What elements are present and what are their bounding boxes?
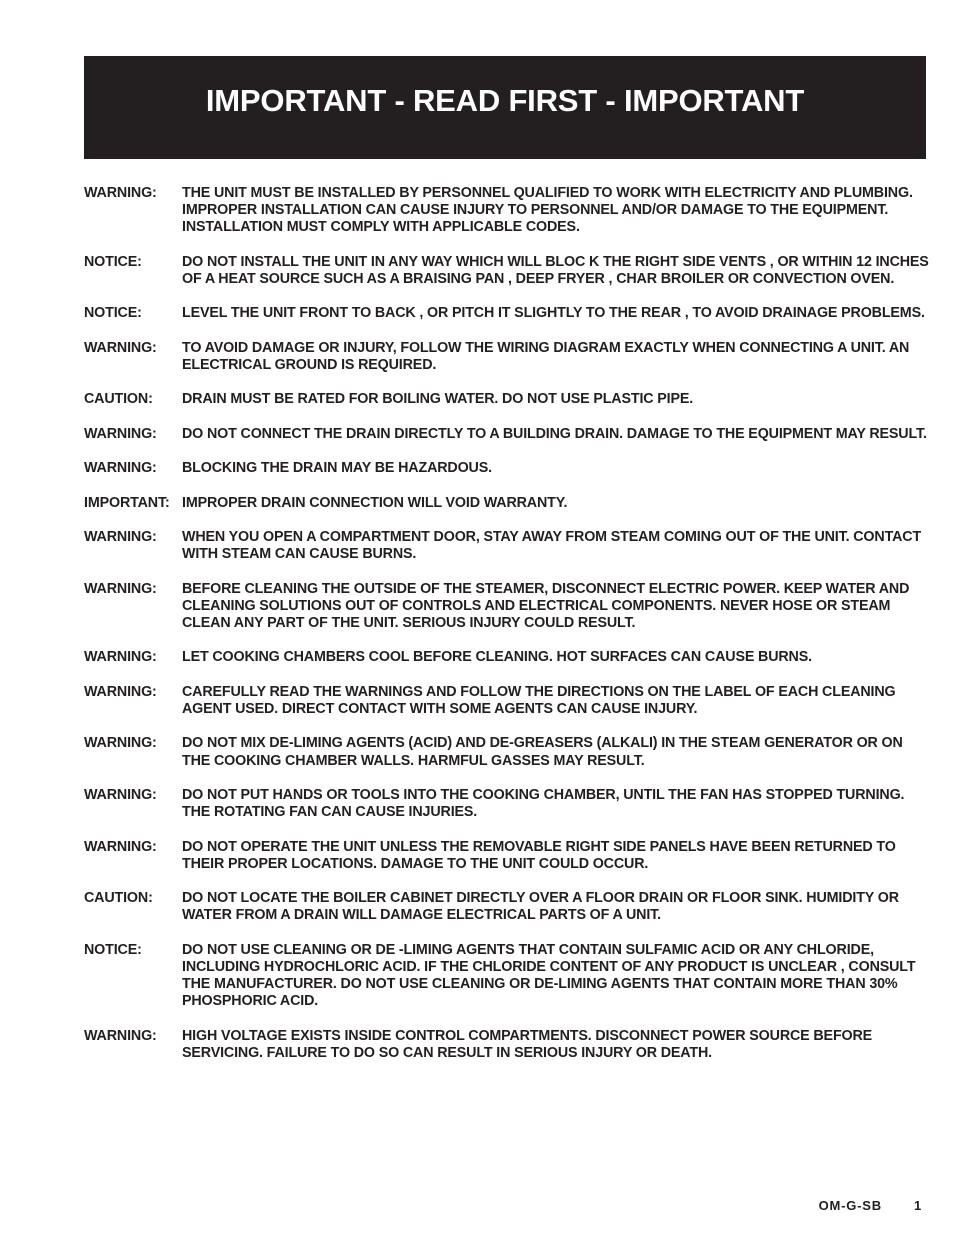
notice-item [84, 787, 932, 821]
notice-item [84, 529, 932, 563]
notice-text: DO NOT CONNECT THE DRAIN DIRECTLY TO A BUILDING DRAIN. DAMAGE TO THE EQUIPMENT MAY RESULT. [182, 425, 927, 442]
notice-item [84, 305, 932, 322]
notice-text: DRAIN MUST BE RATED FOR BOILING WATER. DO NOT USE PLASTIC PIPE. [182, 391, 694, 408]
notice-label: WARNING: [84, 580, 157, 597]
notice-item [84, 942, 932, 1011]
notice-label: NOTICE: [84, 253, 142, 270]
notice-text: DO NOT INSTALL THE UNIT IN ANY WAY WHICH WILL BLOC K THE RIGHT SIDE VENTS , OR WITHIN 12 INCHES OF A HEAT SOURCE SUCH AS A BRAISING PAN , DEEP FRYER , CHAR BROILER OR CONVECTION OVEN. [182, 253, 929, 287]
notice-label: WARNING: [84, 528, 157, 545]
notice-text: IMPROPER DRAIN CONNECTION WILL VOID WARRANTY. [182, 494, 568, 511]
notice-item [84, 735, 932, 769]
notice-label: WARNING: [84, 1027, 157, 1044]
notice-text: DO NOT PUT HANDS OR TOOLS INTO THE COOKING CHAMBER, UNTIL THE FAN HAS STOPPED TURNING. THE ROTATING FAN CAN CAUSE INJURIES. [182, 786, 905, 821]
notice-label: WARNING: [84, 185, 157, 201]
notice-item [84, 340, 932, 374]
notice-text: BEFORE CLEANING THE OUTSIDE OF THE STEAMER, DISCONNECT ELECTRIC POWER. KEEP WATER AND CLEANING SOLUTIONS OUT OF CONTROLS AND ELECTRICAL COMPONENTS. NEVER HOSE OR STEAM CLEAN ANY PART OF THE UNIT. SERIOUS INJURY COULD RESULT. [182, 580, 910, 631]
header-banner [84, 56, 926, 159]
notice-label: NOTICE: [84, 941, 142, 958]
notice-label: NOTICE: [84, 305, 142, 322]
notice-text: LEVEL THE UNIT FRONT TO BACK , OR PITCH IT SLIGHTLY TO THE REAR , TO AVOID DRAINAGE PROBLEMS. [182, 305, 925, 322]
notice-item [84, 649, 932, 666]
notice-item [84, 391, 932, 408]
notice-list [84, 185, 932, 1079]
notice-label: WARNING: [84, 649, 157, 666]
notice-text: BLOCKING THE DRAIN MAY BE HAZARDOUS. [182, 460, 492, 477]
page-number: 1 [913, 1198, 922, 1213]
notice-item [84, 684, 932, 718]
notice-label: WARNING: [84, 786, 157, 803]
notice-item [84, 185, 932, 237]
notice-text: DO NOT OPERATE THE UNIT UNLESS THE REMOVABLE RIGHT SIDE PANELS HAVE BEEN RETURNED TO THEIR PROPER LOCATIONS. DAMAGE TO THE UNIT COULD OCCUR. [182, 838, 896, 872]
notice-item [84, 1028, 932, 1062]
notice-label: WARNING: [84, 838, 157, 855]
notice-label: IMPORTANT: [84, 494, 170, 511]
notice-text: TO AVOID DAMAGE OR INJURY, FOLLOW THE WIRING DIAGRAM EXACTLY WHEN CONNECTING A UNIT. AN ELECTRICAL GROUND IS REQUIRED. [182, 339, 910, 373]
notice-text: THE UNIT MUST BE INSTALLED BY PERSONNEL QUALIFIED TO WORK WITH ELECTRICITY AND PLUMBING. IMPROPER INSTALLATION CAN CAUSE INJURY TO PERSONNEL AND/OR DAMAGE TO THE EQUIPMENT. INSTALLATION MUST COMPLY WITH APPLICABLE CODES. [182, 185, 913, 236]
notice-item [84, 839, 932, 873]
page-title: IMPORTANT - READ FIRST - IMPORTANT [205, 82, 805, 118]
notice-item [84, 426, 932, 443]
notice-text: LET COOKING CHAMBERS COOL BEFORE CLEANING. HOT SURFACES CAN CAUSE BURNS. [182, 649, 812, 666]
notice-item [84, 460, 932, 477]
notice-item [84, 254, 932, 288]
notice-label: WARNING: [84, 425, 157, 442]
notice-label: WARNING: [84, 735, 157, 752]
notice-text: DO NOT LOCATE THE BOILER CABINET DIRECTLY OVER A FLOOR DRAIN OR FLOOR SINK. HUMIDITY OR WATER FROM A DRAIN WILL DAMAGE ELECTRICAL PARTS OF A UNIT. [182, 890, 899, 924]
notice-label: CAUTION: [84, 391, 153, 408]
notice-text: DO NOT USE CLEANING OR DE -LIMING AGENTS THAT CONTAIN SULFAMIC ACID OR ANY CHLORIDE, INCLUDING HYDROCHLORIC ACID. IF THE CHLORIDE CONTENT OF ANY PRODUCT IS UNCLEAR , CONSULT THE MANUFACTURER. DO NOT USE CLEANING OR DE-LIMING AGENTS THAT CONTAIN MORE THAN 30% PHOSPHORIC ACID. [182, 941, 916, 1010]
notice-label: WARNING: [84, 683, 157, 700]
notice-label: WARNING: [84, 339, 157, 356]
notice-text: DO NOT MIX DE-LIMING AGENTS (ACID) AND DE-GREASERS (ALKALI) IN THE STEAM GENERATOR OR ON THE COOKING CHAMBER WALLS. HARMFUL GASSES MAY RESULT. [182, 735, 903, 769]
document-code: OM-G-SB [818, 1198, 882, 1213]
notice-text: WHEN YOU OPEN A COMPARTMENT DOOR, STAY AWAY FROM STEAM COMING OUT OF THE UNIT. CONTACT WITH STEAM CAN CAUSE BURNS. [182, 528, 922, 563]
notice-item [84, 890, 932, 924]
notice-label: CAUTION: [84, 890, 153, 907]
notice-item [84, 581, 932, 633]
notice-item [84, 495, 932, 512]
notice-text: CAREFULLY READ THE WARNINGS AND FOLLOW THE DIRECTIONS ON THE LABEL OF EACH CLEANING AGENT USED. DIRECT CONTACT WITH SOME AGENTS CAN CAUSE INJURY. [182, 683, 896, 717]
notice-text: HIGH VOLTAGE EXISTS INSIDE CONTROL COMPARTMENTS. DISCONNECT POWER SOURCE BEFORE SERVICING. FAILURE TO DO SO CAN RESULT IN SERIOUS INJURY OR DEATH. [182, 1027, 873, 1061]
page-footer [819, 1198, 922, 1213]
notice-label: WARNING: [84, 460, 157, 477]
